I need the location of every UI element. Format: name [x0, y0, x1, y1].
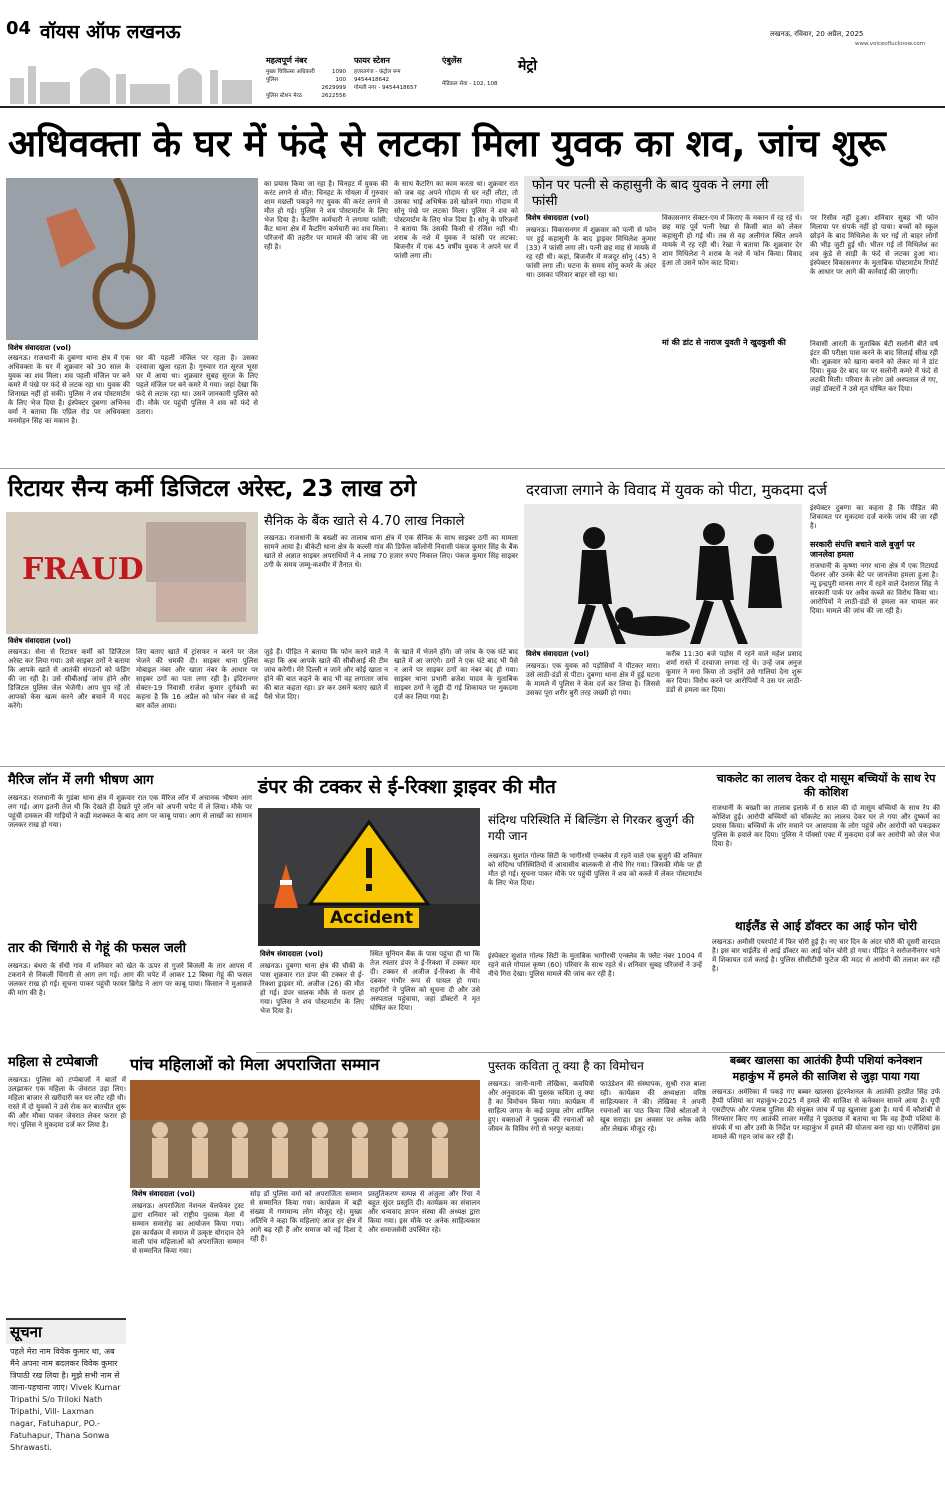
- award-photo: [130, 1080, 480, 1188]
- masthead-divider: [0, 106, 945, 108]
- divider-3: [256, 1052, 945, 1053]
- fraud-label: FRAUD: [22, 552, 144, 587]
- helpline-box: [266, 55, 346, 100]
- story3-byline: विशेष संवाददाता (vol): [8, 637, 72, 645]
- story1-byline: विशेष संवाददाता (vol): [8, 344, 72, 352]
- story11-headline: थाईलैंड से आई डॉक्टर का आई फोन चोरी: [734, 919, 917, 933]
- story4-subhead: सरकारी संपत्ति बचाने वाले बुजुर्ग पर जानलेवा हमला: [810, 540, 915, 559]
- story7-headline: महिला से टप्पेबाजी: [8, 1055, 98, 1070]
- fire-title: फायर स्टेशन: [354, 56, 390, 65]
- helpline-title: महत्वपूर्ण नंबर: [266, 56, 307, 65]
- divider-2: [0, 766, 945, 767]
- story3-body3: लिए बताए खाते में ट्रांसफर न करने पर जेल भेजने की धमकी दी। साइबर थाना पुलिस मोबाइल नंबर और खाता नंबर के आधार पर साइबर ठगों का पता लगा रही है। इंदिरानगर सेक्टर-19 निवासी राजेश कुमार दुर्गवंशी का कहना है कि 16 अप्रैल को फोन नंबर से कई बार कॉल आया।: [136, 648, 258, 710]
- fire-line: हजरतगंज - कंट्रोल रूम: [354, 69, 401, 75]
- fraud-photo: [6, 512, 258, 634]
- story14-body: लखनऊ। अमेरिका में पकड़े गए बब्बर खालसा इंटरनेशनल के आतंकी हरप्रीत सिंह उर्फ हैप्पी पशियां का महाकुंभ-2025 में हमले की साजिश से कनेक्शन सामने आया है। यूपी एसटीएफ और पंजाब पुलिस की संयुक्त जांच में यह खुलासा हुआ है। मार्च में कौशांबी से गिरफ्तार किए गए आतंकी लाजर मसीह ने पूछताछ में बताया था कि वह हैप्पी पशियां के संपर्क में था और उसी के निर्देश पर महाकुंभ में हमले की योजना बना रहा था। एजेंसियां इस मामले की गहन जांच कर रही हैं।: [712, 1088, 940, 1141]
- accident-label: Accident: [324, 908, 419, 928]
- story4-body4: राजधानी के कृष्णा नगर थाना क्षेत्र में एक रिटायर्ड पेंशनर और उनके बेटे पर जानलेवा हमला हुआ है। न्यू इन्द्रपुरी मानस नगर में रहने वाले देशराज सिंह ने सरकारी पार्क पर अवैध कब्जे का विरोध किया था। आरोपियों ने लाठी-डंडों से हमला कर घायल कर दिया। मामले की जांच की जा रही है।: [810, 562, 938, 615]
- story12-body3: प्रस्तुतिकरण सम्पन्न से अंजुला और रिचा ने बहुत सुंदर प्रस्तुति दी। कार्यक्रम का संचालन और धन्यवाद ज्ञापन संस्था की अध्यक्ष द्वारा किया गया। इस मौके पर अनेक साहित्यकार और समाजसेवी उपस्थित रहे।: [368, 1190, 480, 1234]
- story4-headline: दरवाजा लगाने के विवाद में युवक को पीटा, मुकदमा दर्ज: [526, 481, 827, 499]
- helpline-row: पुलिस स्टेशन मेरठ 2622556: [266, 93, 346, 99]
- story10-headline: चाकलेट का लालच देकर दो मासूम बच्चियों के साथ रेप की कोशिश: [716, 772, 936, 799]
- story4-body3: इंस्पेक्टर दुबग्गा का कहना है कि पीड़ित की शिकायत पर मुकदमा दर्ज करके जांच की जा रही है।: [810, 504, 938, 530]
- fight-photo: [524, 504, 802, 648]
- story13-body2: फाउंडेशन की संस्थापक, सुश्री राज बाला रही। कार्यक्रम की अध्यक्षता वरिष्ठ साहित्यकार ने की। लेखिका ने अपनी रचनाओं का पाठ किया जिसे श्रोताओं ने खूब सराहा। इस अवसर पर अनेक कवि और लेखक मौजूद रहे।: [600, 1080, 706, 1133]
- story14-subhead: महाकुंभ में हमले की साजिश से जुड़ा पाया गया: [732, 1070, 920, 1083]
- story9-body2: इंस्पेक्टर सुशांत गोल्फ सिटी के मुताबिक भागीरथी एन्क्लेव के फ्लैट नंबर 1004 में रहने वाले गोपाल कृष्ण (60) परिवार के साथ रहते थे। शनिवार सुबह परिजनों ने उन्हें नीचे गिरा देखा। पुलिस मामले की जांच कर रही है।: [488, 952, 702, 978]
- story4-body2: करीब 11:30 बजे पड़ोस में रहने वाले महेश प्रसाद शर्मा रास्ते में दरवाजा लगवा रहे थे। उन्हें जब अनुज कुमार ने मना किया तो उन्होंने उसे गालियां देना शुरू कर दिया। विरोध करने पर आरोपियों ने उस पर लाठी-डंडों से हमला कर दिया।: [666, 650, 802, 694]
- story2-byline: विशेष संवाददाता (vol): [526, 214, 590, 222]
- page-number: 04: [6, 18, 32, 39]
- story7-body: लखनऊ। पुलिस को टप्पेबाजों ने बातों में उलझाकर एक महिला के जेवरात उड़ा लिए। महिला बाजार से खरीदारी कर घर लौट रही थी। रास्ते में दो युवकों ने उसे रोक कर बातचीत शुरू की और मौका पाकर जेवरात लेकर फरार हो गए। पुलिस ने मुकदमा दर्ज कर लिया है।: [8, 1076, 126, 1129]
- fire-line: 9454418642: [354, 77, 389, 83]
- story2-subhead: मां की डांट से नाराज युवती ने खुदकुशी की: [662, 338, 786, 347]
- story2-body4: निवासी आरती के मुताबिक बेटी सलोनी बीते वर्ष इंटर की परीक्षा पास करने के बाद सिलाई सीख रही थी। शुक्रवार को खाना बनाने को लेकर मां ने डांट दिया। कुछ देर बाद घर पर सलोनी कमरे में फंदे से लटकी मिली। परिवार के लोग उसे अस्पताल ले गए, जहां डॉक्टरों ने उसे मृत घोषित कर दिया।: [810, 340, 938, 393]
- story8-byline: विशेष संवाददाता (vol): [260, 950, 324, 958]
- story3-subhead: सैनिक के बैंक खाते से 4.70 लाख निकाले: [264, 514, 465, 529]
- helpline-row: मुख्य चिकित्सा अधिकारी 1090: [266, 69, 346, 75]
- accident-photo: [258, 808, 480, 946]
- story2-headline-box: [524, 176, 804, 212]
- story1-headline: अधिवक्ता के घर में फंदे से लटका मिला युवक का शव, जांच शुरू: [8, 122, 886, 165]
- story1-body4: के साथ कैटरिंग का काम करता था। शुक्रवार रात को जब वह अपने गोदाम से घर नहीं लौटा, तो उसका भाई अभिषेक उसे खोजने गया। गोदाम में सोनू पंखे पर लटका मिला। पुलिस ने शव को पोस्टमार्टम के लिए भेज दिया है। सोनू के परिजनों ने बताया कि उसकी किसी से रंजिश नहीं थी। शराब के नशे में युवक ने फांसी पर लटका: बिजनौर में एक 45 वर्षीय युवक ने अपने घर में फांसी लगा ली।: [394, 180, 518, 260]
- story1-body2: घर की पहली मंजिल पर रहता है। उसका दरवाजा खुला रहता है। गुरुवार रात सूरज भूसा घर में आया था। शुक्रवार सुबह सूरज के लिए पहले मंजिल पर बने कमरे में गया। जहां देखा कि फंदे से लटक रहा था। उसने जानकारी पुलिस को दी। मौके पर पहुंची पुलिस ने शव को फंदे से उतारा।: [136, 354, 258, 416]
- story8-headline: डंपर की टक्कर से ई-रिक्शा ड्राइवर की मौत: [258, 776, 556, 798]
- noose-photo: [6, 178, 258, 340]
- story12-byline: विशेष संवाददाता (vol): [132, 1190, 196, 1198]
- story2-body2: विकासनगर सेक्टर-एम में किराए के मकान में रह रहे थे। छह माह पूर्व पत्नी रेखा से किसी बात को लेकर कहासुनी हो गई थी। तब से वह अलीगंज स्थित अपने मायके में रह रही थी। रेखा ने बताया कि शुक्रवार देर शाम मिथिलेश ने शराब के नशे में फोन किया। विवाद हुआ तो उसने फोन काट दिया।: [662, 214, 802, 267]
- fire-station-box: [354, 55, 434, 92]
- masthead: [0, 0, 945, 108]
- ambulance-title: एंबुलेंस: [442, 56, 462, 65]
- story2-headline: फोन पर पत्नी से कहासुनी के बाद युवक ने लगा ली फांसी: [532, 178, 769, 209]
- story5-headline: मैरिज लॉन में लगी भीषण आग: [8, 773, 154, 788]
- story6-body: लखनऊ। बंथरा के सेंधी गांव में शनिवार को खेत के ऊपर से गुजरे बिजली के तार आपस में टकराने से निकली चिंगारी से आग लग गई। आग की चपेट में आकर 12 बिस्वा गेहूं की फसल जलकर राख हो गई। सूचना पाकर पहुंची फायर ब्रिगेड ने आग पर काबू पाया। किसान ने मुआवजे की मांग की है।: [8, 962, 252, 997]
- section-label: मेट्रो: [518, 58, 538, 74]
- story11-body: लखनऊ। अमौसी एयरपोर्ट में फिर चोरी हुई है। नए चार दिन के अंदर चोरी की दूसरी वारदात है। इस बार थाईलैंड से आई डॉक्टर का आई फोन चोरी हो गया। पीड़ित ने सरोजनीनगर थाने में शिकायत दर्ज कराई है। पुलिस सीसीटीवी फुटेज की मदद से आरोपी की तलाश कर रही है।: [712, 938, 940, 973]
- story3-body5: के खाते में भेजने होंगे। जो जांच के एक घंटे बाद खाते में आ जाएंगे। ठगों ने एक घंटे बाद भी पैसे न आने पर साइबर ठगों का नंबर बंद हो गया। साइबर थाना प्रभारी ब्रजेश यादव के मुताबिक साइबर ठगों ने जुड़ी दी गई शिकायत पर मुकदमा दर्ज कर लिया गया है।: [394, 648, 518, 701]
- story12-body2: सोड़ डॉ पुलिस वर्मा को अपराजिता सम्मान से सम्मानित किया गया। कार्यक्रम में बड़ी संख्या में गणमान्य लोग मौजूद रहे। मुख्य अतिथि ने कहा कि महिलाएं आज हर क्षेत्र में आगे बढ़ रही हैं और समाज को नई दिशा दे रही हैं।: [250, 1190, 362, 1243]
- story9-headline: संदिग्ध परिस्थिति में बिल्डिंग से गिरकर बुजुर्ग की गयी जान: [488, 813, 695, 843]
- story2-body3: पर रिसीव नहीं हुआ। शनिवार सुबह भी फोन मिलाया पर संपर्क नहीं हो पाया। बच्चों को स्कूल छोड़ने के बाद मिथिलेश के घर गई तो बाहर लोगों की भीड़ जुटी हुई थी। भीतर गई तो मिथिलेश का शव कुंडे से साड़ी के फंदे से लटका हुआ था। इंस्पेक्टर विकासनगर के मुताबिक पोस्टमार्टम रिपोर्ट के आधार पर आगे की कार्रवाई की जाएगी।: [810, 214, 938, 276]
- story3-body4: जुड़े हैं। पीड़ित ने बताया कि फोन करने वाले ने कहा कि अब आपके खाते की सीबीआई की टीम जांच करेगी। मेरे दिल्ली न जाने और कोई खाता न होने की बात कहने के बाद भी वह लगातार जांच की बात कहता रहा। डर कर उसने बताए खाते में पैसे भेज दिए।: [264, 648, 388, 701]
- skyline-graphic: [0, 48, 260, 104]
- fire-line: गोमती नगर - 9454418657: [354, 85, 417, 91]
- story13-body1: लखनऊ। जानी-मानी लेखिका, कवयित्री और अनुवादक की पुस्तक कविता तू क्या है का विमोचन किया गया। कार्यक्रम में साहित्य जगत के कई प्रमुख लोग शामिल हुए। वक्ताओं ने पुस्तक की रचनाओं को जीवन के विविध रंगों से भरपूर बताया।: [488, 1080, 594, 1133]
- story10-body: राजधानी के बख्शी का तालाब इलाके में 6 साल की दो मासूम बच्चियों के साथ रेप की कोशिश हुई। आरोपी बच्चियों को चॉकलेट का लालच देकर घर ले गया और दुष्कर्म का प्रयास किया। बच्चियों के शोर मचाने पर आसपास के लोग पहुंचे और आरोपी को पकड़कर पुलिस के हवाले कर दिया। पुलिस ने पॉक्सो एक्ट में मुकदमा दर्ज कर आरोपी को जेल भेज दिया है।: [712, 804, 940, 848]
- helpline-row: 2629999: [321, 85, 346, 91]
- helpline-row: पुलिस 100: [266, 77, 346, 83]
- story4-body1: लखनऊ। एक युवक को पड़ोसियों ने पीटकर मारा। उसे लाठी-डंडों से पीटा। दुबग्गा थाना क्षेत्र में हुई घटना के मामले में पुलिस ने केस दर्ज कर लिया है। जिससे उसका पूरा शरीर बुरी तरह जख्मी हो गया।: [526, 662, 660, 697]
- story12-body1: लखनऊ। अपराजिता नेशनल वेलफेयर ट्रस्ट द्वारा शनिवार को राष्ट्रीय पुस्तक मेला में सम्मान समारोह का आयोजन किया गया। इस कार्यक्रम में समाज में उत्कृष्ट योगदान देने वाली पांच महिलाओं को अपराजिता सम्मान से सम्मानित किया गया।: [132, 1202, 244, 1255]
- story12-headline: पांच महिलाओं को मिला अपराजिता सम्मान: [130, 1055, 380, 1074]
- story3-body1: लखनऊ। राजधानी के बख्शी का तालाब थाना क्षेत्र में एक सैनिक के साथ साइबर ठगी का मामला सामने आया है। बीकेटी थाना क्षेत्र के कल्ली गांव की डिफेंस कॉलोनी निवासी पंकज कुमार सिंह के बैंक खाते से अज्ञात साइबर अपराधियों ने 4 लाख 70 हजार रुपए निकाल लिए। पंकज कुमार सिंह साइबर ठगी के समय जम्मू-कश्मीर में तैनात थे।: [264, 534, 518, 569]
- website-url: www.voiceoflucknow.com: [855, 41, 926, 47]
- story2-body1: लखनऊ। विकासनगर में शुक्रवार को पत्नी से फोन पर हुई कहासुनी के बाद ड्राइवर मिथिलेश कुमार (33) ने फांसी लगा ली। पत्नी छह माह से मायके में रह रही थी। कहां, बिजनौर में मजदूर सोनू (45) ने फांसी लगा ली। घटना के समय सोनू कमरे के अंदर था। उसका परिवार बाहर सो रहा था।: [526, 226, 656, 279]
- story1-body3: का प्रयास किया जा रहा है। चिनहट में युवक की करंट लगने से मौत: चिनहट के गोयला में गुरुवार शाम मछली पकड़ने गए युवक की करंट लगने से मौत हो गई। पुलिस ने शव पोस्टमार्टम के लिए भेज दिया है। कैटरिंग कर्मचारी ने लगाया फांसी: कैंट थाना क्षेत्र में कैटरिंग कर्मचारी का शव मिला। परिजनों की तहरीर पर मामले की जांच की जा रही है।: [264, 180, 388, 251]
- page-date: लखनऊ, रविवार, 20 अप्रैल, 2025: [770, 30, 864, 38]
- story8-body1: लखनऊ। दुबग्गा थाना क्षेत्र की चौकी के पास शुक्रवार रात डंपर की टक्कर से ई-रिक्शा ड्राइवर मो. अजीज (26) की मौत हो गई। डंपर चालक मौके से फरार हो गया। पुलिस ने शव पोस्टमार्टम के लिए भेज दिया है।: [260, 962, 364, 1015]
- story13-headline: पुस्तक कविता तू क्या है का विमोचन: [488, 1059, 644, 1073]
- ambulance-line: मेडिकल सेवा - 102, 108: [442, 81, 498, 87]
- story14-headline: बब्बर खालसा का आतंकी हैप्पी पशियां कनेक्शन: [729, 1054, 923, 1067]
- notice-box: [6, 1318, 126, 1498]
- story4-byline: विशेष संवाददाता (vol): [526, 650, 590, 658]
- notice-body: पहले मेरा नाम विवेक कुमार था, अब मैंने अपना नाम बदलकर विवेक कुमार त्रिपाठी रख लिया है। मुझे सभी नाम से जाना-पहचाना जाए। Vivek Kumar Tripathi S/o Triloki Nath Tripathi, Vill- Laxman nagar, Fatuhapur, PO.-Fatuhapur, Thana Sonwa Shrawasti.: [10, 1347, 121, 1452]
- paper-name: वॉयस ऑफ लखनऊ: [40, 21, 181, 43]
- story5-body: लखनऊ। राजधानी के गुडंबा थाना क्षेत्र में शुक्रवार रात एक मैरिज लॉन में अचानक भीषण आग लग गई। आग इतनी तेज थी कि देखते ही देखते पूरे लॉन को अपनी चपेट में ले लिया। मौके पर पहुंची दमकल की गाड़ियों ने कड़ी मशक्कत के बाद आग पर काबू पाया। आग से लाखों का सामान जलकर राख हो गया।: [8, 794, 252, 829]
- divider-1: [0, 468, 945, 469]
- notice-title: सूचना: [6, 1320, 126, 1344]
- story3-headline: रिटायर सैन्य कर्मी डिजिटल अरेस्ट, 23 लाख ठगे: [8, 476, 417, 502]
- story3-body2: लखनऊ। सेना से रिटायर कर्मी को डिजिटल अरेस्ट कर लिया गया। उसे साइबर ठगों ने बताया कि आपके खाते से आतंकी संगठनों को फंडिंग की जा रही है। उसे सीबीआई जांच होने और डिजिटल पुलिस जेल भेजेगी। आप चुप रहें तो आपको केस खत्म करने और बचाने में मदद करेंगे।: [8, 648, 130, 710]
- story9-body1: लखनऊ। सुशांत गोल्फ सिटी के भागीरथी एन्क्लेव में रहने वाले एक बुजुर्ग की शनिवार को संदिग्ध परिस्थितियों में आवासीय बालकनी से नीचे गिर गया। जिसकी मौके पर ही मौत हो गई। सूचना पाकर मौके पर पहुंची पुलिस ने शव को कब्जे में लेकर पोस्टमार्टम के लिए भेज दिया।: [488, 852, 702, 887]
- story8-body2: स्थित यूनियन बैंक के पास पहुंचा ही था कि तेज रफ्तार डंपर ने ई-रिक्शा में टक्कर मार दी। टक्कर से अजीज ई-रिक्शा के नीचे दबकर गंभीर रूप से घायल हो गया। राहगीरों ने पुलिस को सूचना दी और उसे अस्पताल पहुंचाया, जहां डॉक्टरों ने मृत घोषित कर दिया।: [370, 950, 480, 1012]
- story6-headline: तार की चिंगारी से गेहूं की फसल जली: [8, 941, 186, 956]
- story1-body1: लखनऊ। राजधानी के दुबग्गा थाना क्षेत्र में एक अधिवक्ता के घर में शुक्रवार को 30 साल के युवक का शव मिला। शव पहली मंजिल पर बने कमरे में पंखे पर फंदे से लटक रहा था। युवक की शिनाख्त नहीं हो सकी। पुलिस ने शव पोस्टमार्टम के लिए भेज दिया है। इंस्पेक्टर दुबग्गा अभिनव वर्मा ने बताया कि एप्रिल रोड पर अधिवक्ता मनमोहन सिंह का मकान है।: [8, 354, 130, 425]
